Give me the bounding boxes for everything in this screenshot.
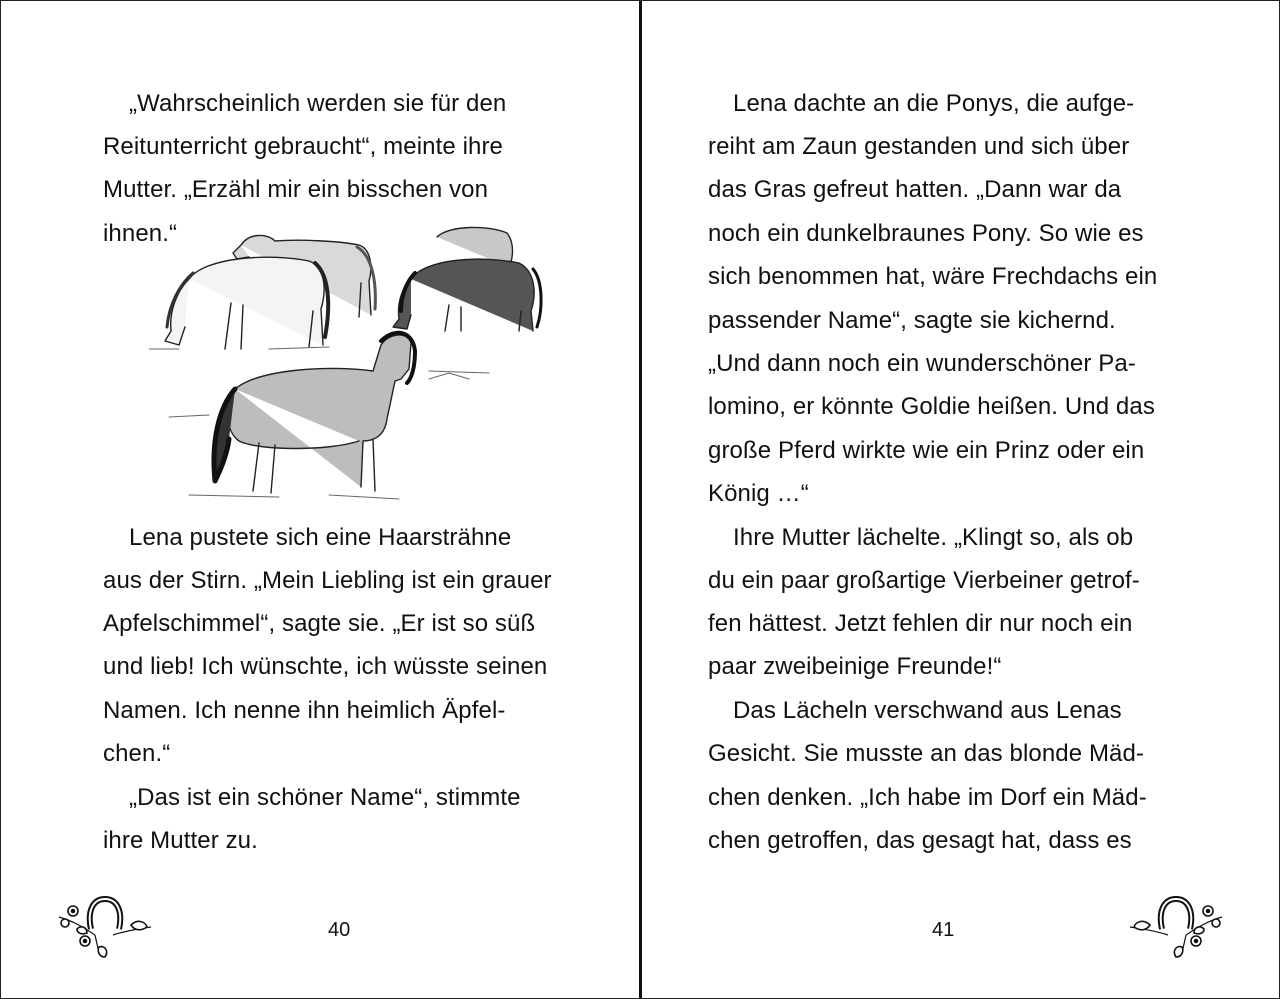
text-line: „Wahrscheinlich werden sie für den bbox=[129, 90, 507, 117]
text-line: König …“ bbox=[708, 480, 809, 507]
text-line: fen hättest. Jetzt fehlen dir nur noch ein bbox=[708, 610, 1133, 637]
right-page bbox=[642, 1, 1279, 998]
text-line: Das Lächeln verschwand aus Lenas bbox=[733, 697, 1122, 724]
text-line: „Und dann noch ein wunderschöner Pa- bbox=[708, 350, 1136, 377]
horseshoe-flowers-icon bbox=[1128, 891, 1228, 961]
text-line: Lena dachte an die Ponys, die aufge- bbox=[733, 90, 1135, 117]
text-line: ihnen.“ bbox=[103, 220, 178, 247]
text-line: aus der Stirn. „Mein Liebling ist ein grauer bbox=[103, 567, 552, 594]
text-line: chen denken. „Ich habe im Dorf ein Mäd- bbox=[708, 784, 1147, 811]
text-line: Gesicht. Sie musste an das blonde Mäd- bbox=[708, 740, 1145, 767]
text-line: lomino, er könnte Goldie heißen. Und das bbox=[708, 393, 1155, 420]
page-number: 40 bbox=[328, 919, 351, 941]
text-line: paar zweibeinige Freunde!“ bbox=[708, 653, 1002, 680]
text-line: Apfelschimmel“, sagte sie. „Er ist so süß bbox=[103, 610, 536, 637]
ponies-grazing-illustration bbox=[149, 219, 547, 511]
text-line: reiht am Zaun gestanden und sich über bbox=[708, 133, 1130, 160]
page-number: 41 bbox=[932, 919, 955, 941]
text-line: Namen. Ich nenne ihn heimlich Äpfel- bbox=[103, 697, 506, 724]
horseshoe-flowers-icon bbox=[53, 891, 153, 961]
text-line: und lieb! Ich wünschte, ich wüsste seinen bbox=[103, 653, 548, 680]
text-line: sich benommen hat, wäre Frechdachs ein bbox=[708, 263, 1158, 290]
text-line: chen.“ bbox=[103, 740, 171, 767]
text-line: passender Name“, sagte sie kichernd. bbox=[708, 307, 1116, 334]
text-line: Lena pustete sich eine Haarsträhne bbox=[129, 524, 512, 551]
text-line: ihre Mutter zu. bbox=[103, 827, 258, 854]
text-line: große Pferd wirkte wie ein Prinz oder ein bbox=[708, 437, 1145, 464]
text-line: Mutter. „Erzähl mir ein bisschen von bbox=[103, 176, 489, 203]
text-line: das Gras gefreut hatten. „Dann war da bbox=[708, 176, 1122, 203]
text-line: du ein paar großartige Vierbeiner getrof- bbox=[708, 567, 1140, 594]
text-line: Ihre Mutter lächelte. „Klingt so, als ob bbox=[733, 524, 1134, 551]
left-page bbox=[1, 1, 639, 998]
text-line: noch ein dunkelbraunes Pony. So wie es bbox=[708, 220, 1144, 247]
text-line: chen getroffen, das gesagt hat, dass es bbox=[708, 827, 1132, 854]
text-line: Reitunterricht gebraucht“, meinte ihre bbox=[103, 133, 503, 160]
text-line: „Das ist ein schöner Name“, stimmte bbox=[129, 784, 521, 811]
